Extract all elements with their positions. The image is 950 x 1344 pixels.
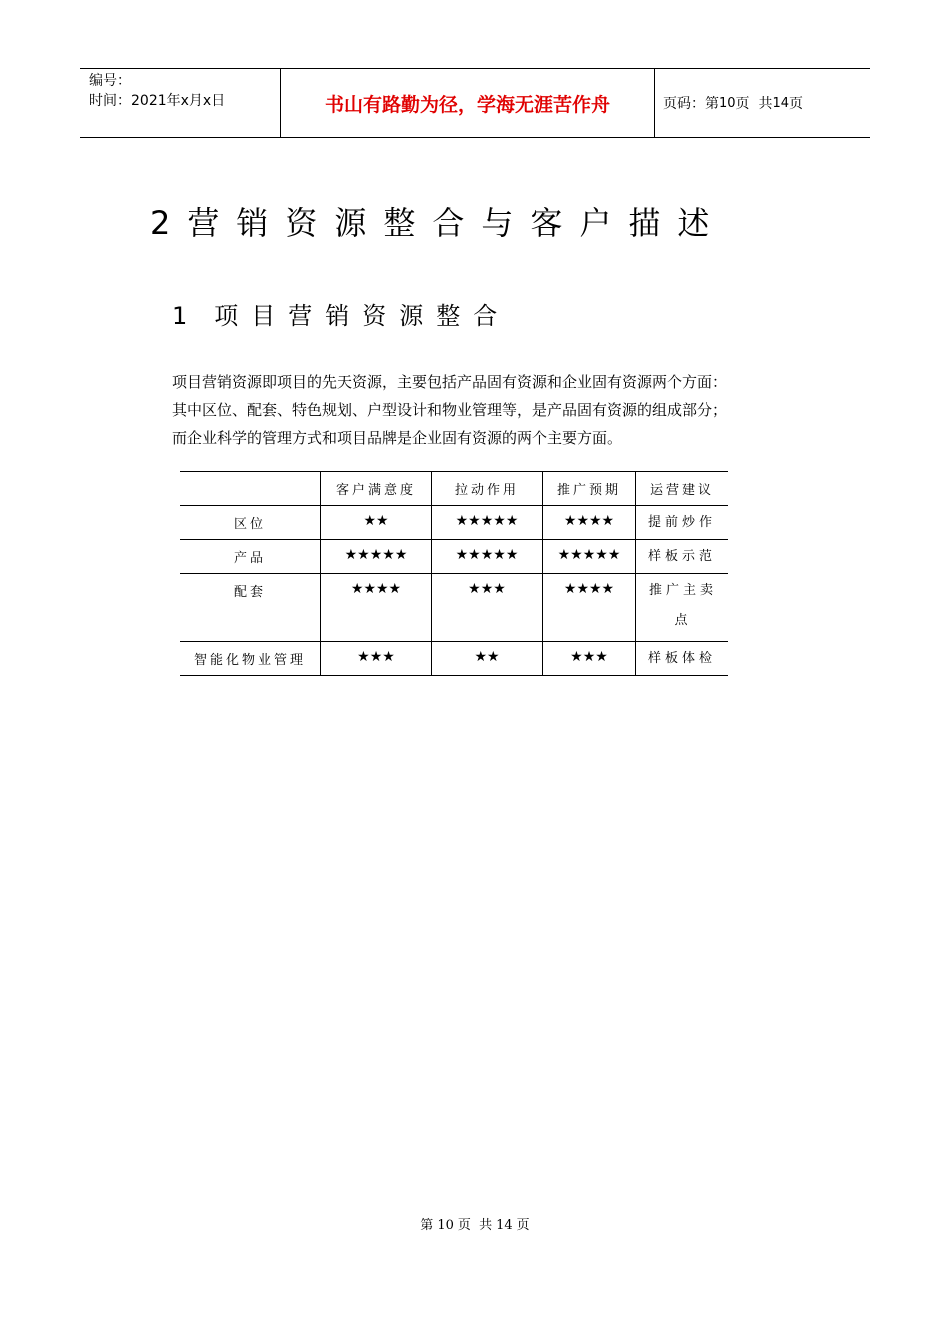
page-header [80,68,870,138]
row-name: 智能化物业管理 [180,642,321,676]
promotion-cell: ★★★ [543,642,636,676]
header-page-info [655,69,870,137]
table-row [180,574,728,642]
header-meta [80,69,281,137]
paragraph-line: 项目营销资源即项目的先天资源，主要包括产品固有资源和企业固有资源两个方面： [172,373,728,391]
header-motto: 书山有路勤为径，学海无涯苦作舟 [281,69,655,137]
promotion-cell: ★★★★ [543,506,636,540]
advice-cell: 样板示范 [636,540,729,574]
body-paragraph [172,368,822,452]
pull-cell: ★★ [432,642,543,676]
page-suffix: 页 [789,96,803,112]
satisfaction-cell: ★★★★ [321,574,432,642]
footer-current: 10 [437,1218,454,1233]
satisfaction-cell: ★★ [321,506,432,540]
footer-suffix: 页 [516,1218,530,1233]
pull-cell: ★★★ [432,574,543,642]
subsection-title [172,296,510,331]
table-header-cell: 客户满意度 [321,472,432,506]
paragraph-line: 其中区位、配套、特色规划、户型设计和物业管理等，是产品固有资源的组成部分； [172,401,728,419]
satisfaction-cell: ★★★ [321,642,432,676]
page-footer [0,1214,950,1233]
subsection-text: 项目营销资源整合 [214,302,511,330]
pull-cell: ★★★★★ [432,540,543,574]
satisfaction-cell: ★★★★★ [321,540,432,574]
table-header-cell: 拉动作用 [432,472,543,506]
table-header-cell [180,472,321,506]
document-date: 时间：2021年x月x日 [89,93,226,109]
footer-prefix: 第 [420,1218,434,1233]
footer-total: 14 [496,1218,513,1233]
page-total: 14 [772,95,789,111]
table-row [180,540,728,574]
page-mid: 页 共 [735,96,773,112]
row-name: 区位 [180,506,321,540]
resource-table [180,471,728,676]
row-name: 产品 [180,540,321,574]
document-number-label: 编号： [89,73,131,89]
table-row [180,506,728,540]
promotion-cell: ★★★★★ [543,540,636,574]
table-header-cell: 运营建议 [636,472,729,506]
subsection-number: 1 [172,302,201,330]
advice-cell: 样板体检 [636,642,729,676]
page-current: 10 [719,95,736,111]
row-name: 配套 [180,574,321,642]
table-header-cell: 推广预期 [543,472,636,506]
section-title: 2营销资源整合与客户描述 [150,204,727,242]
promotion-cell: ★★★★ [543,574,636,642]
footer-mid: 页 共 [457,1218,493,1233]
table-header-row [180,472,728,506]
paragraph-line: 而企业科学的管理方式和项目品牌是企业固有资源的两个主要方面。 [172,429,623,447]
advice-cell: 提前炒作 [636,506,729,540]
page-prefix: 页码：第 [663,96,719,112]
pull-cell: ★★★★★ [432,506,543,540]
advice-cell: 推广主卖点 [636,574,729,642]
table-row [180,642,728,676]
